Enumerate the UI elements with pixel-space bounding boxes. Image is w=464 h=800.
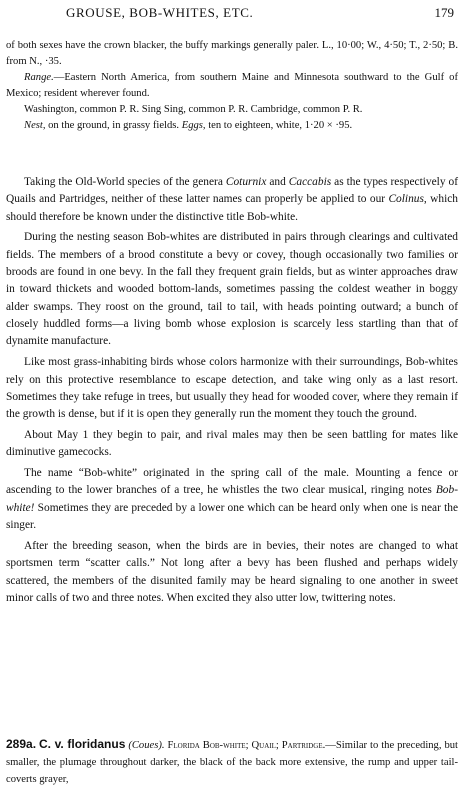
range-paragraph [6,70,458,102]
genus-caccabis: Caccabis [288,176,332,188]
paragraph-1-text-c: as the types respectively of Quails and Partridges, neither of these latter names can properly be applied to our [6,176,458,206]
measurements-paragraph: of both sexes have the crown blacker, the buffy markings generally paler. L., 10·00; W., 4·50; T., 2·50; B. from N., ·35. [6,40,458,67]
eggs-label: Eggs, [181,120,206,131]
body-text [6,174,458,611]
running-title: GROUSE, BOB-WHITES, ETC. [66,5,254,20]
range-text: —Eastern North America, from southern Maine and Minnesota southward to the Gulf of Mexico; resident wherever found. [6,72,458,99]
subspecies-name: C. v. floridanus [38,737,126,751]
paragraph-5-text-a: The name “Bob-white” originated in the spring call of the male. Mounting a fence or ascending to the lower branches of a tree, he whistles the two clear musical, ringing notes [6,467,458,497]
subspecies-common-names: Florida Bob-white; Quail; Partridge. [167,740,326,751]
paragraph-1-text-d: , which should therefore be known under the distinctive title Bob-white. [6,193,458,223]
call-bob-white: Bob-white! [6,484,458,514]
nest-label: Nest, [24,120,46,131]
paragraph-3: Like most grass-inhabiting birds whose colors harmonize with their surroundings, Bob-whites rely on this protective resemblance to escape detection, and take wing only as a last resort. Sometimes they take refuge in trees, but usually they head for wooded cover, where they remain if the growth is dense, but if it is open they generally run the moment they touch the ground. [6,356,458,421]
paragraph-1-text-a: Taking the Old-World species of the genera [24,176,226,188]
page-header [6,5,458,23]
paragraph-1-text-b: and [266,176,289,188]
subspecies-number: 289a. [6,737,37,751]
paragraph-5 [6,465,458,534]
paragraph-1 [6,174,458,226]
paragraph-6: After the breeding season, when the birds are in bevies, their notes are changed to what sportsmen term “scatter calls.” Not long after a bevy has been flushed and perhaps widely scattered, the members of the disunited family may be heard signaling to one another in sweet minor calls of two and three notes. When excited they also utter low, twittering notes. [6,539,458,604]
subspecies-entry [6,736,458,788]
subspecies-author: (Coues). [128,740,165,751]
eggs-text: ten to eighteen, white, 1·20 × ·95. [205,120,353,131]
page-number: 179 [434,5,454,20]
paragraph-2: During the nesting season Bob-whites are distributed in pairs through clearings and cultivated fields. The members of a brood constitute a bevy or covey, though occasionally two families or broods are found in one bevy. In the fall they frequent grain fields, but as winter approaches draw in toward thickets and wooded bottom-lands, sometimes passing the coldest weather in boggy alder swamps. They roost on the ground, tail to tail, with heads pointing outward; a bunch of closely huddled forms—a living bomb whose explosion is scarcely less startling than that of dynamite manufacture. [6,231,458,348]
genus-coturnix: Coturnix [225,176,267,188]
localities-paragraph: Washington, common P. R. Sing Sing, common P. R. Cambridge, common P. R. [24,104,363,115]
nest-text: on the ground, in grassy fields. [45,120,182,131]
genus-colinus: Colinus [388,193,424,206]
paragraph-4: About May 1 they begin to pair, and rival males may then be seen battling for mates like diminutive gamecocks. [6,428,458,459]
subspecies-text: —Similar to the preceding, but smaller, the plumage throughout darker, the black of the back more extensive, the rump and upper tail-coverts grayer, [6,740,458,785]
range-label: Range. [24,72,54,83]
nest-paragraph [6,118,458,134]
paragraph-5-text-b: Sometimes they are preceded by a lower one which can be heard only when one is near the singer. [6,501,458,532]
species-description [6,38,458,134]
